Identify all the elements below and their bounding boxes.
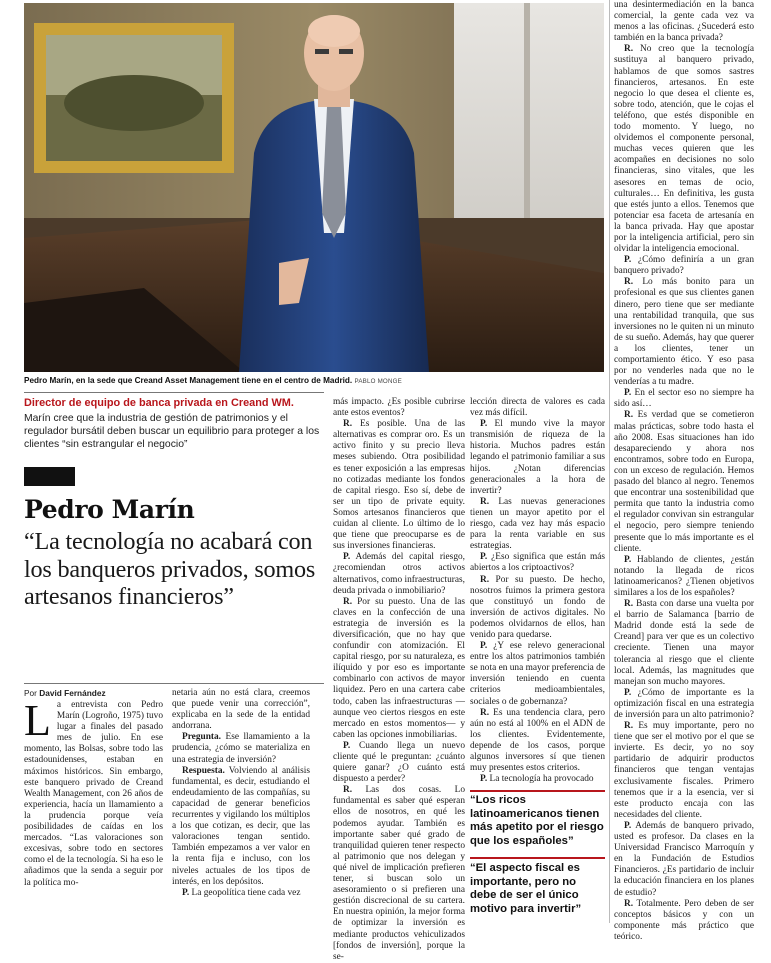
paragraph-text: Las nuevas generaciones tienen un mayor apetito por el riesgo, cada vez hay más espacio para la renta variable en sus estrategias.	[470, 496, 605, 552]
speaker-label: P.	[624, 388, 632, 399]
paragraph	[172, 688, 310, 732]
caption-text: Pedro Marín, en la sede que Creand Asset Management tiene en el centro de Madrid.	[24, 376, 353, 385]
paragraph-text: Lo más bonito para un profesional es que sus clientes ganen dinero, pero tiene que ser mediante una rentabilidad tranquila, que sus inversiones no le quiten ni un minuto de su sueño. Además, hay que querer a los clientes, tener un comportamiento ético. Y eso pasa por no venderles nada que no le venderías a tu madre.	[614, 277, 754, 388]
article-photo	[24, 3, 604, 372]
paragraph	[614, 388, 754, 410]
speaker-label: P.	[624, 554, 632, 565]
speaker-label: R.	[480, 574, 490, 585]
column-4	[470, 397, 605, 785]
paragraph	[470, 708, 605, 775]
paragraph	[614, 821, 754, 899]
paragraph	[614, 255, 754, 277]
paragraph	[614, 688, 754, 721]
column-divider	[609, 0, 610, 923]
speaker-label: R.	[480, 707, 490, 718]
speaker-label: Pregunta.	[182, 732, 222, 743]
section-bar	[24, 467, 75, 486]
speaker-label: R.	[624, 721, 634, 732]
paragraph-text: netaria aún no está clara, creemos que puede venir una corrección”, explicaba en la sede de la entidad andorrana.	[172, 688, 310, 732]
paragraph-text: Es verdad que se cometieron malas prácticas, sobre todo hasta el año 2008. Esas situaciones han ido desapareciendo y ahora nos encontramos, sobre todo en Europa, con un exceso de regulación. Hemos pasado del blanco al negro. Tenemos que encontrar una sostenibilidad que permita que tanto la industria como el regulador convivan sin estrangular el negocio, pero siempre teniendo presente que lo más importante es el cliente.	[614, 410, 754, 554]
paragraph-text: Es una tendencia clara, pero aún no está al 100% en el ADN de los clientes. Evidentemente, depende de los casos, porque algunos inversores sí que tienen muy presentes estos criterios.	[470, 707, 605, 774]
speaker-label: R.	[343, 596, 353, 607]
dek: Marín cree que la industria de gestión de patrimonios y el regulador bursátil deben buscar un equilibrio para proteger a los clientes “sin estrangular el negocio”	[24, 413, 320, 451]
paragraph-text: La geopolítica tiene cada vez	[189, 887, 301, 898]
paragraph-text: Volviendo al análisis fundamental, es decir, estudiando el endeudamiento de las compañías, su capacidad de generar beneficios recurrentes y vigilando los múltiplos a los que cotizan, es decir, que las valoraciones tengan sentido. También empezamos a ver valor en la renta fija e incluso, con los niveles actuales de los tipos de interés, en los depósitos.	[172, 765, 310, 887]
speaker-label: R.	[624, 898, 634, 909]
paragraph	[172, 732, 310, 765]
paragraph	[172, 888, 310, 899]
column-1	[24, 696, 163, 923]
speaker-label: P.	[480, 774, 488, 785]
pull-quote-rule	[470, 790, 605, 792]
paragraph-text: Además del capital riesgo, ¿recomiendan otros activos alternativos, como infraestructuras, deuda privada o inmobiliario?	[333, 552, 465, 596]
paragraph-text: Además de banquero privado, usted es profesor. Da clases en la Universidad Francisco Marroquín y en la Fundación de Estudios Financieros. ¿Es partidario de incluir la educación financiera en los planes de estudio?	[614, 820, 754, 898]
paragraph-text: ¿Eso significa que están más abiertos a los criptoactivos?	[470, 552, 605, 574]
speaker-label: R.	[624, 44, 634, 55]
paragraph-text: Es posible. Una de las alternativas es comprar oro. Es un activo finito y su precio lleva meses subiendo. Otra posibilidad es tener exposición a las empresas no cotizadas mediante los fondos de capital riesgo. Eso sí, debe de ser un tipo de private equity. Somos artesanos financieros que cuidan al cliente. Lo último de lo que tiene que preocuparse es de sus inversiones financieras.	[333, 419, 465, 552]
speaker-label: R.	[343, 419, 353, 430]
paragraph-text: No creo que la tecnología sustituya al banquero privado, hablamos de que somos sastres financieros, artesanos. En este negocio lo que desea el cliente es, sobre todo, atención, que le cojas el teléfono, que estés disponible en todo momento. Y luego, no olvidemos el componente personal, muchas veces quieren que les acompañes en decisiones no solo financieras, sino vitales, que les asesores en temas de ocio, culturales… En definitiva, les gusta que estés junto a ellos. Tenemos que potenciar esa faceta de artesanía en la banca privada. Hay que apostar por la inteligencia artificial, pero sin olvidar la inteligencia emocional.	[614, 44, 754, 255]
speaker-label: P.	[624, 255, 632, 266]
byline-prefix: Por	[24, 688, 37, 698]
speaker-label: R.	[343, 785, 353, 796]
column-5	[614, 0, 754, 942]
paragraph	[470, 419, 605, 497]
paragraph	[614, 555, 754, 599]
pull-quote-1: “Los ricos latinoamericanos tienen más apetito por el riesgo que los españoles”	[470, 794, 604, 847]
photo-caption	[24, 375, 604, 387]
headline: “La tecnología no acabará con los banqueros privados, somos artesanos financieros”	[24, 528, 316, 611]
paragraph	[614, 0, 754, 44]
body-text: a entrevista con Pedro Marín (Logroño, 1975) tuvo lugar a finales del pasado mes de julio. En ese momento, las Bolsas, sobre todo las estadounidenses, estaban en máximos históricos. Sin embargo, este banquero privado de Creand Wealth Management, con 26 años de experiencia, hacía un llamamiento a la prudencia porque veía posibilidades de caídas en los mercados. “Las valoraciones son excesivas, sobre todo en sectores como el de la tecnología. Si ha eso le añadimos que la senda a seguir por la política mo-	[24, 700, 163, 888]
paragraph-text: lección directa de valores es cada vez más difícil.	[470, 397, 605, 419]
paragraph-text: Hablando de clientes, ¿están notando la llegada de ricos latinoamericanos? ¿Tienen objetivos similares a los de los españoles?	[614, 554, 754, 598]
paragraph	[333, 741, 465, 785]
paragraph	[614, 410, 754, 554]
paragraph	[333, 785, 465, 963]
speaker-label: R.	[480, 496, 490, 507]
speaker-label: P.	[624, 820, 632, 831]
speaker-label: P.	[182, 887, 190, 898]
paragraph-text: Es muy importante, pero no tiene que ser el motivo por el que se invierte. Es decir, yo no soy partidario de adquirir productos financieros que tengan ventajas exclusivamente fiscales. Primero tenemos que ir a la esencia, ver si este producto encaja con las necesidades del cliente.	[614, 721, 754, 820]
speaker-label: R.	[624, 277, 634, 288]
paragraph-text: más impacto. ¿Es posible cubrirse ante estos eventos?	[333, 397, 465, 419]
paragraph	[614, 599, 754, 688]
paragraph-text: Ese llamamiento a la prudencia, ¿cómo se materializa en una estrategia de inversión?	[172, 732, 310, 765]
paragraph	[614, 899, 754, 943]
speaker-label: P.	[480, 641, 488, 652]
portrait-photo-icon	[24, 3, 604, 372]
paragraph	[470, 774, 605, 785]
paragraph-text: Basta con darse una vuelta por el barrio de Salamanca [barrio de Madrid donde está la sede de Creand] para ver que es un colectivo creciente. Tienen una mayor tolerancia al riesgo que el cliente local. Además, las magnitudes que manejan son mucho mayores.	[614, 599, 754, 687]
paragraph	[333, 397, 465, 419]
divider	[24, 683, 324, 684]
byline-author: David Fernández	[39, 688, 106, 698]
paragraph-text: El mundo vive la mayor transmisión de riqueza de la historia. Muchos padres están legando el patrimonio familiar a sus hijos. ¿Notan diferencias generacionales a la hora de invertir?	[470, 419, 605, 496]
photo-credit: PABLO MONGE	[354, 378, 402, 385]
paragraph	[333, 419, 465, 552]
kicker: Director de equipo de banca privada en Creand WM.	[24, 397, 294, 409]
pull-quote-2: “El aspecto fiscal es importante, pero no debe de ser el único motivo para invertir”	[470, 862, 582, 915]
speaker-label: P.	[480, 419, 488, 430]
paragraph-text: La tecnología ha provocado	[487, 774, 594, 785]
paragraph-text: una desintermediación en la banca comercial, la gente cada vez va menos a las oficinas. ¿Sucederá esto también en la banca privada?	[614, 0, 754, 44]
speaker-label: P.	[343, 552, 351, 563]
paragraph	[470, 641, 605, 708]
paragraph	[614, 721, 754, 821]
paragraph-text: En el sector eso no siempre ha sido así…	[614, 388, 754, 410]
speaker-label: P.	[480, 552, 488, 563]
paragraph	[333, 552, 465, 596]
paragraph	[470, 552, 605, 574]
paragraph-text: Las dos cosas. Lo fundamental es saber qué esperan ellos de nosotros, en qué les podemos ayudar. También es importante saber qué grado de tranquilidad quieren tener respecto al patrimonio que nos delegan y qué nivel de implicación prefieren tener, si buscan solo un asesoramiento o si prefieren una gestión discrecional de su cartera. En nuestra opinión, la mejor forma de optimizar la inversión es mediante productos vehiculizados [fondos de inversión], porque la se-	[333, 785, 465, 962]
divider	[24, 392, 324, 393]
paragraph	[470, 397, 605, 419]
paragraph	[614, 277, 754, 388]
speaker-label: P.	[343, 740, 351, 751]
paragraph-text: Por su puesto. De hecho, nosotros fuimos la primera gestora que constituyó un fondo de inversión de activos digitales. No podemos olvidarnos de ellos, han venido para quedarse.	[470, 574, 605, 640]
paragraph-text: ¿Cómo de importante es la optimización fiscal en una estrategia de inversión para un alto patrimonio?	[614, 687, 754, 720]
speaker-label: Respuesta.	[182, 765, 225, 776]
paragraph	[614, 44, 754, 255]
paragraph	[172, 766, 310, 888]
paragraph-text: Por su puesto. Una de las claves en la confección de una estrategia de inversión es la diversificación, que no hay que confundir con atomización. El capital riesgo, por su naturaleza, es ilíquido y por eso es importante combinarlo con activos de mayor liquidez. Pero en una cartera cabe todo, caben las infraestructuras —aunque veo ciertos riesgos en este mercado en estos momentos— y caben las opciones inmobiliarias.	[333, 596, 465, 740]
paragraph-text: ¿Y ese relevo generacional entre los altos patrimonios también se nota en una mayor preferencia de inversión teniendo en cuenta criterios medioambientales, sociales o de gobernanza?	[470, 641, 605, 707]
column-3	[333, 397, 465, 962]
paragraph-text: Totalmente. Pero deben de ser conceptos básicos y con un componente más práctico que teórico.	[614, 898, 754, 942]
speaker-label: R.	[624, 599, 634, 610]
dropcap: L	[24, 696, 51, 745]
paragraph	[470, 497, 605, 552]
paragraph-text: Cuando llega un nuevo cliente qué le preguntan: ¿cuánto quiere ganar? ¿O cuánto está dispuesto a perder?	[333, 740, 465, 785]
interviewee-name: Pedro Marín	[24, 495, 195, 524]
paragraph	[333, 597, 465, 741]
paragraph	[470, 575, 605, 642]
speaker-label: R.	[624, 410, 634, 421]
column-2	[172, 688, 310, 923]
paragraph-text: ¿Cómo definiría a un gran banquero privado?	[614, 255, 754, 277]
speaker-label: P.	[624, 687, 632, 698]
pull-quote-rule	[470, 857, 605, 859]
